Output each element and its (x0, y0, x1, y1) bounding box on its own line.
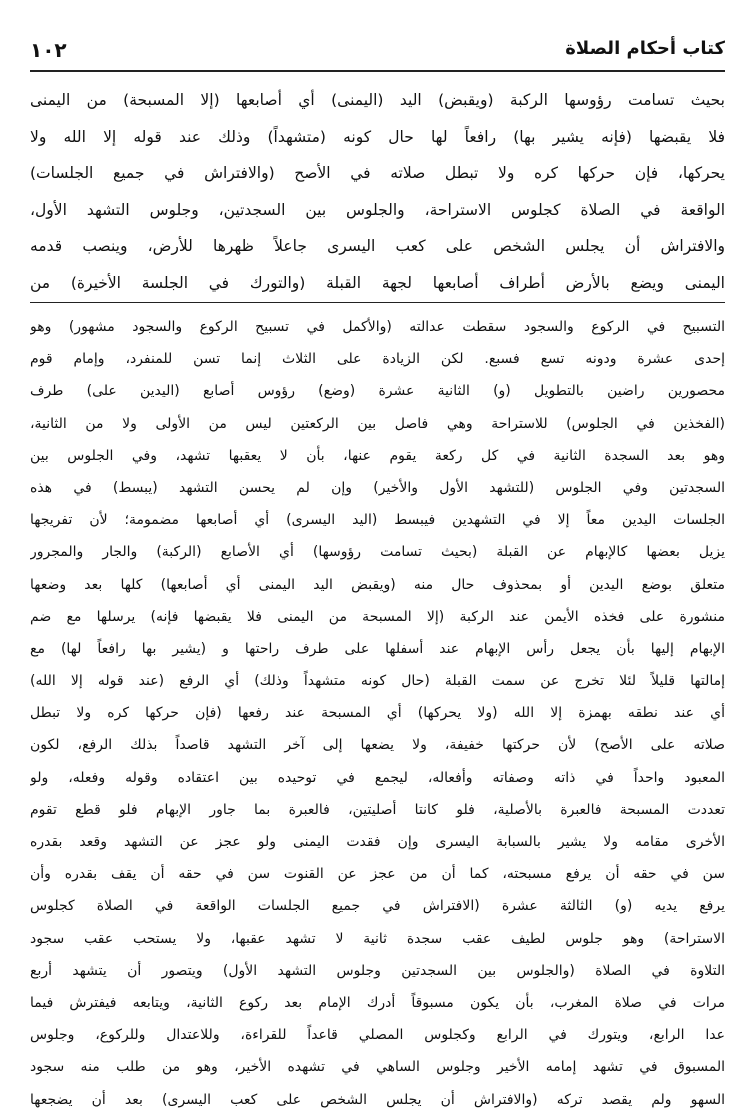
commentary-line: منشورة على فخذه الأيمن عند الركبة (إلا المسبحة من اليمنى فلا يقبضها فإنه) يرسلها مع ضم (30, 608, 725, 625)
commentary-line: وهو بعد السجدة الثانية في كل ركعة يقوم عنها، بأن لا يعقبها تشهد، وفي الجلوس بين (30, 447, 725, 464)
commentary-line: التسبيح في الركوع والسجود سقطت عدالته (والأكمل في تسبيح الركوع والسجود مشهور) وهو (30, 319, 725, 335)
page-header (30, 38, 725, 68)
commentary-line: صلاته على الأصح) لأن حركتها خفيفة، ولا يضعها إلى آخر التشهد قاصداً بذلك الرفع، لكون (30, 737, 725, 754)
commentary-line: مرات في صلاة المغرب، بأن يكون مسبوقاً أدرك الإمام بعد ركوع الثانية، ويتابعه فيفترش فيما (30, 994, 725, 1011)
commentary-line: تعددت المسبحة فالعبرة بالأصلية، فلو كانتا أصليتين، فالعبرة بما جاور الإبهام فلو قطع تقوم (30, 801, 725, 818)
commentary-line: المعبود واحداً في ذاته وصفاته وأفعاله، ليجمع في توحيده بين اعتقاده وقوله وفعله، ولو (30, 769, 725, 786)
main-line: اليمنى ويضع بالأرض أطراف أصابعها لجهة القبلة (والتورك في الجلسة الأخيرة) من (30, 273, 725, 292)
commentary-line: السهو ولم يقصد تركه (والافتراش أن يجلس الشخص على كعب اليسرى) بعد أن يضجعها (30, 1091, 725, 1108)
commentary-line: يرفع يديه (و) الثالثة عشرة (الافتراش في جميع الجلسات الواقعة في الصلاة كجلوس (30, 898, 725, 915)
commentary-line: الاستراحة) وهو جلوس لطيف عقب سجدة ثانية لا تشهد عقبها، ولا يستحب عقب سجود (30, 930, 725, 947)
commentary-line: يزيل بعضها كالإبهام عن القبلة (بحيث تسامت رؤوسها) أي الأصابع (الركبة) والجار والمجرور (30, 544, 725, 561)
section-divider (30, 302, 725, 303)
commentary-line: سن في حقه أن يرفع مسبحته، كما أن من عجز عن القنوت سن في حقه أن يقف بقدره وأن (30, 866, 725, 883)
main-line: الواقعة في الصلاة كجلوس الاستراحة، والجلوس بين السجدتين، وجلوس التشهد الأول، (30, 200, 725, 219)
running-title: كتاب أحكام الصلاة (565, 38, 725, 59)
commentary-line: (الفخذين في الجلوس) للاستراحة وهي فاصل بين الركعتين ليس من الأولى ولا من الثانية، (30, 415, 725, 432)
main-line: بحيث تسامت رؤوسها الركبة (ويقبض) اليد (اليمنى) أي أصابعها (إلا المسبحة) من اليمنى (30, 91, 725, 109)
commentary-line: أي عند نطقه بهمزة إلا الله (ولا يحركها) أي المسبحة عند رفعها (فإن حركها كره ولا تبطل (30, 705, 725, 722)
main-line: فلا يقبضها (فإنه يشير بها) رافعاً لها حال كونه (متشهداً) وذلك عند قوله إلا الله ولا (30, 127, 725, 146)
commentary-line: السجدتين وفي الجلوس (للتشهد الأول والأخير) وإن لم يحسن التشهد (يبسط) في هذه (30, 479, 725, 496)
commentary-line: الجلسات اليدين معاً إلا في التشهدين فيبسط (اليد اليسرى) أي أصابعها مضمومة؛ لأن تفريجها (30, 512, 725, 529)
main-text (30, 82, 725, 301)
commentary-line: الإبهام إليها بأن يجعل رأس الإبهام عند أسفلها على طرف راحتها و (يشير بها رافعاً لها) مع (30, 640, 725, 657)
commentary-line: متعلق بوضع اليدين أو بمحذوف حال منه (ويقبض اليد اليمنى أي أصابعها) كلها بعد وضعها (30, 576, 725, 593)
commentary-line: التلاوة في الصلاة (والجلوس بين السجدتين وجلوس التشهد الأول) ويتصور أن يتشهد أربع (30, 962, 725, 979)
commentary-line: عدا الرابع، ويتورك في الرابع وكجلوس المصلي قاعداً للقراءة، وللاعتدال وللركوع، وجلوس (30, 1027, 725, 1044)
commentary-line: محصورين راضين بالتطويل (و) الثانية عشرة (وضع) رؤوس أصابع (اليدين على) طرف (30, 383, 725, 400)
commentary-line: المسبوق في تشهد إمامه الأخير وجلوس الساهي في تشهده الأخير، وهو من طلب منه سجود (30, 1059, 725, 1076)
main-line: يحركها، فإن حركها كره ولا تبطل صلاته في الأصح (والافتراش في جميع الجلسات) (30, 164, 725, 182)
commentary-line: الأخرى مقامه ولا يشير بالسبابة اليسرى وإن فقدت اليمنى ولو عجز عن التشهد وقعد بقدره (30, 834, 725, 850)
page-number: ١٠٢ (30, 38, 67, 62)
commentary-line: إحدى عشرة ودونه تسع فسبع. لكن الزيادة على الثلاث إنما تسن للمنفرد، وإمام قوم (30, 351, 725, 368)
main-line: والافتراش أن يجلس الشخص على كعب اليسرى جاعلاً ظهرها للأرض، وينصب قدمه (30, 237, 725, 255)
commentary-text (30, 311, 725, 1116)
header-rule (30, 70, 725, 72)
commentary-line: إمالتها قليلاً لئلا تخرج عن سمت القبلة (حال كونه متشهداً وذلك) أي الرفع (عند قوله إلا الله) (30, 673, 725, 690)
